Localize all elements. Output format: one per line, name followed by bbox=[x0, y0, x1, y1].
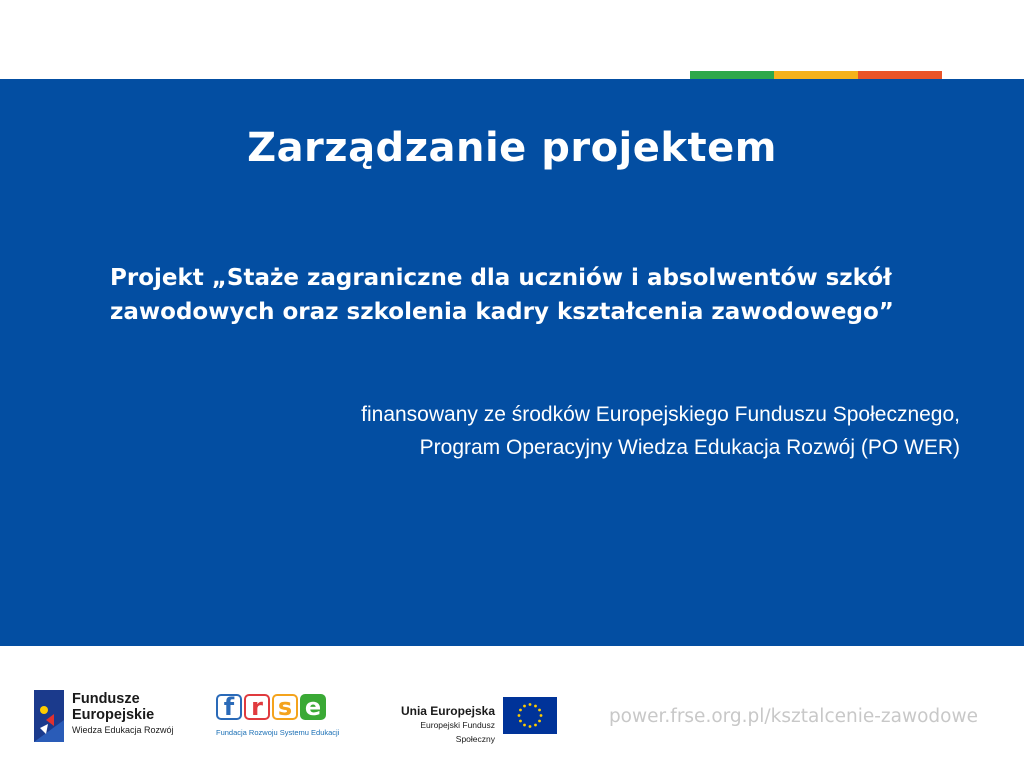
fe-logo-line-1: Fundusze bbox=[72, 691, 140, 707]
eu-star-icon bbox=[538, 709, 541, 712]
fe-logo-line-3: Wiedza Edukacja Rozwój bbox=[72, 725, 174, 735]
project-subtitle-line-1: Projekt „Staże zagraniczne dla uczniów i absolwentów szkół bbox=[110, 265, 892, 291]
financing-line-1: finansowany ze środków Europejskiego Funduszu Społecznego, bbox=[361, 403, 960, 426]
frse-caption: Fundacja Rozwoju Systemu Edukacji bbox=[216, 728, 340, 737]
slide-title: Zarządzanie projektem bbox=[247, 125, 777, 171]
eu-star-icon bbox=[518, 714, 521, 717]
accent-bar-green bbox=[690, 71, 774, 79]
eu-star-icon bbox=[523, 724, 526, 727]
frse-letter-r: r bbox=[244, 694, 270, 720]
frse-logo bbox=[216, 693, 340, 738]
fundusze-europejskie-logo bbox=[32, 690, 182, 742]
fe-logo-line-2: Europejskie bbox=[72, 707, 155, 723]
eu-star-icon bbox=[519, 720, 522, 723]
accent-bar-yellow bbox=[774, 71, 858, 79]
eu-flag-icon bbox=[503, 697, 557, 734]
frse-letter-s: s bbox=[272, 694, 298, 720]
frse-letters bbox=[216, 694, 332, 722]
fundusze-europejskie-text bbox=[72, 691, 174, 737]
project-subtitle bbox=[110, 261, 990, 329]
eu-star-icon bbox=[523, 705, 526, 708]
eu-star-icon bbox=[534, 705, 537, 708]
eu-star-icon bbox=[519, 709, 522, 712]
eu-star-icon bbox=[534, 724, 537, 727]
ue-title: Unia Europejska bbox=[400, 704, 495, 718]
ue-subtitle: Europejski Fundusz Społeczny bbox=[420, 720, 495, 744]
eu-star-icon bbox=[529, 703, 532, 706]
fundusze-europejskie-emblem-icon bbox=[32, 690, 68, 742]
eu-star-icon bbox=[538, 720, 541, 723]
eu-star-icon bbox=[529, 725, 532, 728]
unia-europejska-text bbox=[380, 704, 495, 746]
website-url: power.frse.org.pl/ksztalcenie-zawodowe bbox=[608, 706, 978, 727]
eu-star-icon bbox=[540, 714, 543, 717]
frse-letter-e: e bbox=[300, 694, 326, 720]
financing-note bbox=[361, 398, 960, 464]
frse-letter-f: f bbox=[216, 694, 242, 720]
project-subtitle-line-2: zawodowych oraz szkolenia kadry kształcenia zawodowego” bbox=[110, 299, 894, 325]
financing-line-2: Program Operacyjny Wiedza Edukacja Rozwój (PO WER) bbox=[419, 436, 960, 459]
accent-bar-red bbox=[858, 71, 942, 79]
